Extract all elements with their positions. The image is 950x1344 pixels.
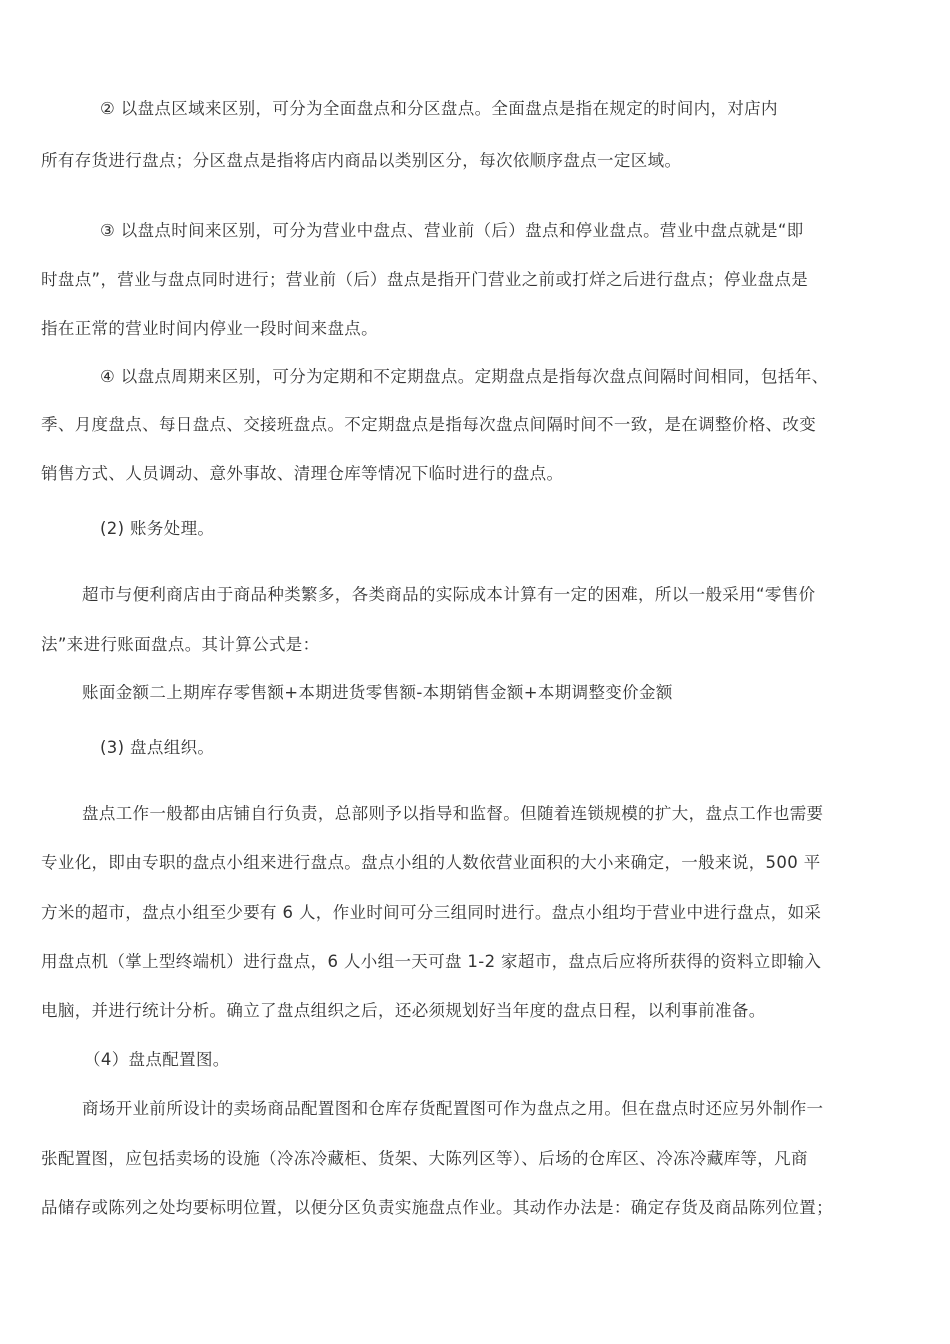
paragraph-line: 指在正常的营业时间内停业一段时间来盘点。: [41, 319, 378, 338]
formula-line: 账面金额二上期库存零售额+本期进货零售额-本期销售金额+本期调整变价金额: [82, 683, 673, 702]
paragraph-line: 用盘点机（掌上型终端机）进行盘点，6 人小组一天可盘 1-2 家超市，盘点后应将所获得的资料立即输入: [41, 952, 822, 971]
paragraph-line: 时盘点”，营业与盘点同时进行；营业前（后）盘点是指开门营业之前或打烊之后进行盘点；停业盘点是: [41, 270, 809, 289]
paragraph-line: ② 以盘点区域来区别，可分为全面盘点和分区盘点。全面盘点是指在规定的时间内，对店内: [100, 99, 778, 118]
paragraph-line: 电脑，并进行统计分析。确立了盘点组织之后，还必须规划好当年度的盘点日程，以利事前准备。: [41, 1001, 766, 1020]
section-heading: (3) 盘点组织。: [100, 738, 215, 757]
section-heading: (2) 账务处理。: [100, 519, 215, 538]
paragraph-line: 专业化，即由专职的盘点小组来进行盘点。盘点小组的人数依营业面积的大小来确定，一般来说，500 平: [41, 853, 821, 872]
paragraph-line: 销售方式、人员调动、意外事故、清理仓库等情况下临时进行的盘点。: [41, 464, 564, 483]
paragraph-line: 盘点工作一般都由店铺自行负责，总部则予以指导和监督。但随着连锁规模的扩大，盘点工作也需要: [82, 804, 824, 823]
paragraph-line: 超市与便利商店由于商品种类繁多，各类商品的实际成本计算有一定的困难，所以一般采用“零售价: [82, 585, 816, 604]
paragraph-line: 品储存或陈列之处均要标明位置，以便分区负责实施盘点作业。其动作办法是：确定存货及商品陈列位置；: [41, 1198, 833, 1217]
paragraph-line: ④ 以盘点周期来区别，可分为定期和不定期盘点。定期盘点是指每次盘点间隔时间相同，包括年、: [100, 367, 829, 386]
paragraph-line: 张配置图，应包括卖场的设施（冷冻冷藏柜、货架、大陈列区等）、后场的仓库区、冷冻冷藏库等，凡商: [41, 1149, 808, 1168]
paragraph-line: 方米的超市，盘点小组至少要有 6 人，作业时间可分三组同时进行。盘点小组均于营业中进行盘点，如采: [41, 903, 822, 922]
paragraph-line: 季、月度盘点、每日盘点、交接班盘点。不定期盘点是指每次盘点间隔时间不一致，是在调整价格、改变: [41, 415, 817, 434]
paragraph-line: 法”来进行账面盘点。其计算公式是：: [41, 635, 320, 654]
paragraph-line: ③ 以盘点时间来区别，可分为营业中盘点、营业前（后）盘点和停业盘点。营业中盘点就是“即: [100, 221, 804, 240]
section-heading: （4）盘点配置图。: [84, 1050, 230, 1069]
paragraph-line: 商场开业前所设计的卖场商品配置图和仓库存货配置图可作为盘点之用。但在盘点时还应另外制作一: [82, 1099, 824, 1118]
paragraph-line: 所有存货进行盘点；分区盘点是指将店内商品以类别区分，每次依顺序盘点一定区域。: [41, 151, 682, 170]
